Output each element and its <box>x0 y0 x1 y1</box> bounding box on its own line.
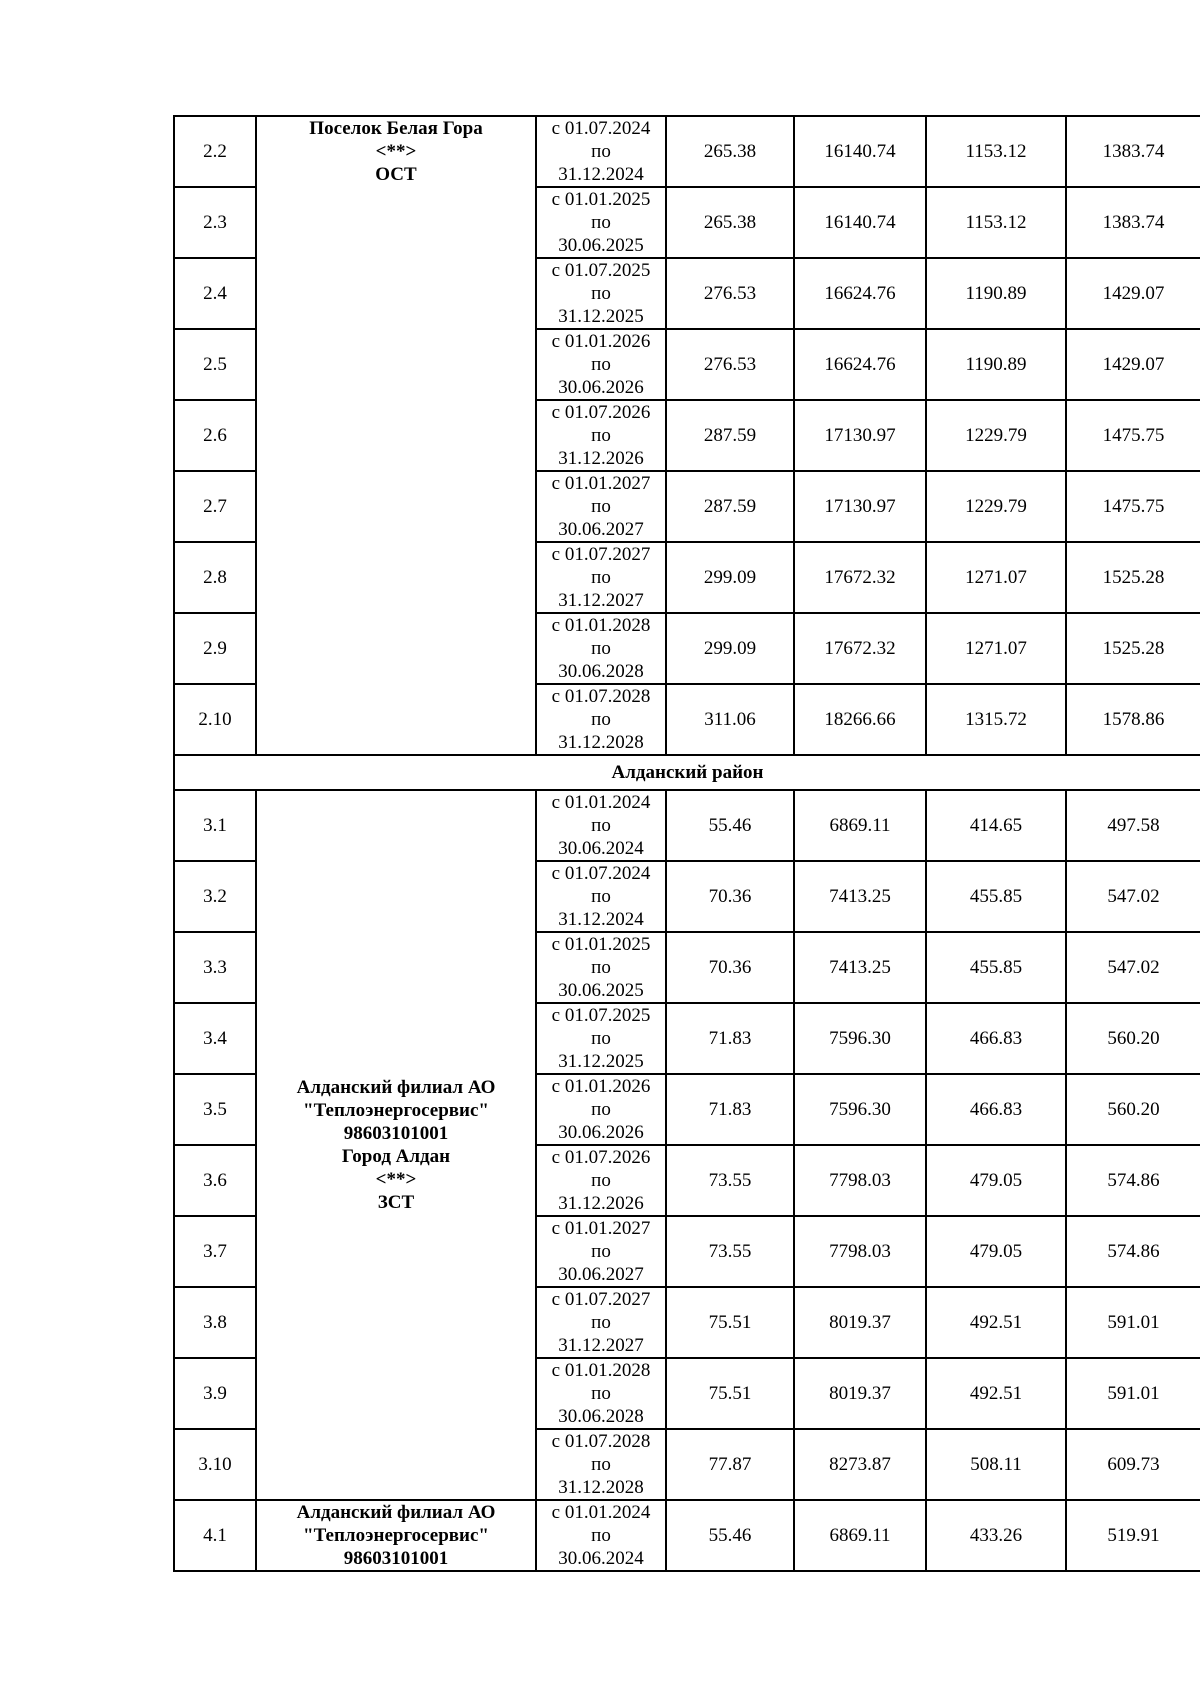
period-line: по <box>591 1099 611 1120</box>
period-line: 31.12.2028 <box>558 732 644 753</box>
period-line: с 01.01.2024 <box>551 792 651 813</box>
organization-line: ЗСТ <box>377 1192 415 1213</box>
value-cell-v3: 433.26 <box>926 1500 1066 1571</box>
period-line: 30.06.2024 <box>558 838 644 859</box>
organization-line: <**> <box>375 141 417 162</box>
row-number: 3.2 <box>174 861 256 932</box>
row-number: 2.8 <box>174 542 256 613</box>
period-line: по <box>591 638 611 659</box>
organization-line: Поселок Белая Гора <box>309 118 483 139</box>
period-line: по <box>591 1383 611 1404</box>
value-cell-v4: 574.86 <box>1066 1216 1200 1287</box>
period-line: по <box>591 567 611 588</box>
row-number: 4.1 <box>174 1500 256 1571</box>
period-line: с 01.01.2026 <box>551 1076 651 1097</box>
organization-line: <**> <box>375 1169 417 1190</box>
period-line: 31.12.2025 <box>558 306 644 327</box>
value-cell-v2: 7413.25 <box>794 932 926 1003</box>
tariff-table-body <box>174 116 1200 1571</box>
value-cell-v2: 6869.11 <box>794 790 926 861</box>
value-cell-v4: 1578.86 <box>1066 684 1200 755</box>
value-cell-v4: 1429.07 <box>1066 258 1200 329</box>
value-cell-v3: 508.11 <box>926 1429 1066 1500</box>
period-line: с 01.01.2028 <box>551 1360 651 1381</box>
value-cell-v2: 7596.30 <box>794 1003 926 1074</box>
period-line: 30.06.2027 <box>558 519 644 540</box>
period-line: по <box>591 1028 611 1049</box>
value-cell-v1: 287.59 <box>666 471 794 542</box>
period-cell <box>536 116 666 187</box>
period-line: 30.06.2027 <box>558 1264 644 1285</box>
value-cell-v1: 287.59 <box>666 400 794 471</box>
organization-line: ОСТ <box>375 164 417 185</box>
period-line: по <box>591 815 611 836</box>
value-cell-v3: 466.83 <box>926 1074 1066 1145</box>
period-line: с 01.07.2028 <box>551 686 651 707</box>
period-line: по <box>591 1454 611 1475</box>
organization-line: 98603101001 <box>343 1548 449 1569</box>
period-line: с 01.07.2024 <box>551 118 651 139</box>
period-line: 31.12.2024 <box>558 909 644 930</box>
value-cell-v2: 8273.87 <box>794 1429 926 1500</box>
value-cell-v2: 17672.32 <box>794 613 926 684</box>
period-line: по <box>591 425 611 446</box>
period-line: по <box>591 886 611 907</box>
period-line: с 01.07.2028 <box>551 1431 651 1452</box>
organization-cell <box>256 790 536 1500</box>
value-cell-v4: 609.73 <box>1066 1429 1200 1500</box>
row-number: 3.6 <box>174 1145 256 1216</box>
value-cell-v4: 519.91 <box>1066 1500 1200 1571</box>
section-title: Алданский район <box>174 755 1200 790</box>
period-cell <box>536 861 666 932</box>
period-line: 31.12.2026 <box>558 1193 644 1214</box>
row-number: 2.4 <box>174 258 256 329</box>
period-line: по <box>591 496 611 517</box>
period-line: с 01.07.2027 <box>551 544 651 565</box>
value-cell-v3: 1315.72 <box>926 684 1066 755</box>
value-cell-v1: 71.83 <box>666 1074 794 1145</box>
value-cell-v4: 574.86 <box>1066 1145 1200 1216</box>
row-number: 3.10 <box>174 1429 256 1500</box>
period-cell <box>536 613 666 684</box>
value-cell-v3: 1271.07 <box>926 613 1066 684</box>
period-cell <box>536 1429 666 1500</box>
period-cell <box>536 932 666 1003</box>
period-line: по <box>591 1241 611 1262</box>
value-cell-v2: 16140.74 <box>794 116 926 187</box>
value-cell-v2: 7413.25 <box>794 861 926 932</box>
period-cell <box>536 542 666 613</box>
value-cell-v3: 492.51 <box>926 1287 1066 1358</box>
period-line: с 01.01.2024 <box>551 1502 651 1523</box>
period-line: 30.06.2026 <box>558 377 644 398</box>
period-cell <box>536 329 666 400</box>
value-cell-v1: 75.51 <box>666 1358 794 1429</box>
period-cell <box>536 187 666 258</box>
period-line: 31.12.2024 <box>558 164 644 185</box>
organization-line: "Теплоэнергосервис" <box>303 1525 489 1546</box>
period-line: с 01.01.2027 <box>551 473 651 494</box>
value-cell-v4: 560.20 <box>1066 1003 1200 1074</box>
period-line: 30.06.2028 <box>558 1406 644 1427</box>
value-cell-v4: 1475.75 <box>1066 400 1200 471</box>
row-number: 2.2 <box>174 116 256 187</box>
value-cell-v2: 17130.97 <box>794 400 926 471</box>
table-row <box>174 116 1200 187</box>
value-cell-v1: 265.38 <box>666 187 794 258</box>
value-cell-v3: 1229.79 <box>926 400 1066 471</box>
value-cell-v2: 8019.37 <box>794 1358 926 1429</box>
value-cell-v2: 16624.76 <box>794 258 926 329</box>
period-line: с 01.01.2027 <box>551 1218 651 1239</box>
value-cell-v3: 1271.07 <box>926 542 1066 613</box>
period-cell <box>536 684 666 755</box>
value-cell-v1: 55.46 <box>666 790 794 861</box>
value-cell-v1: 299.09 <box>666 613 794 684</box>
value-cell-v1: 75.51 <box>666 1287 794 1358</box>
row-number: 3.9 <box>174 1358 256 1429</box>
value-cell-v2: 18266.66 <box>794 684 926 755</box>
value-cell-v3: 455.85 <box>926 861 1066 932</box>
value-cell-v1: 299.09 <box>666 542 794 613</box>
value-cell-v1: 73.55 <box>666 1145 794 1216</box>
row-number: 2.6 <box>174 400 256 471</box>
value-cell-v4: 497.58 <box>1066 790 1200 861</box>
value-cell-v2: 8019.37 <box>794 1287 926 1358</box>
value-cell-v4: 547.02 <box>1066 861 1200 932</box>
value-cell-v1: 276.53 <box>666 258 794 329</box>
period-cell <box>536 258 666 329</box>
period-cell <box>536 1216 666 1287</box>
period-line: с 01.01.2025 <box>551 189 651 210</box>
organization-line: 98603101001 <box>343 1123 449 1144</box>
value-cell-v2: 7596.30 <box>794 1074 926 1145</box>
value-cell-v2: 7798.03 <box>794 1216 926 1287</box>
value-cell-v3: 455.85 <box>926 932 1066 1003</box>
row-number: 2.3 <box>174 187 256 258</box>
period-line: с 01.07.2024 <box>551 863 651 884</box>
value-cell-v3: 479.05 <box>926 1145 1066 1216</box>
period-line: с 01.01.2026 <box>551 331 651 352</box>
value-cell-v1: 265.38 <box>666 116 794 187</box>
period-cell <box>536 790 666 861</box>
value-cell-v4: 1525.28 <box>1066 542 1200 613</box>
value-cell-v4: 547.02 <box>1066 932 1200 1003</box>
period-line: с 01.01.2025 <box>551 934 651 955</box>
row-number: 3.8 <box>174 1287 256 1358</box>
section-row <box>174 755 1200 790</box>
row-number: 3.7 <box>174 1216 256 1287</box>
value-cell-v2: 16624.76 <box>794 329 926 400</box>
value-cell-v3: 1153.12 <box>926 116 1066 187</box>
value-cell-v2: 7798.03 <box>794 1145 926 1216</box>
organization-line: "Теплоэнергосервис" <box>303 1100 489 1121</box>
value-cell-v4: 1525.28 <box>1066 613 1200 684</box>
period-line: по <box>591 1525 611 1546</box>
period-line: 31.12.2025 <box>558 1051 644 1072</box>
value-cell-v4: 591.01 <box>1066 1287 1200 1358</box>
period-cell <box>536 1287 666 1358</box>
row-number: 3.3 <box>174 932 256 1003</box>
value-cell-v1: 276.53 <box>666 329 794 400</box>
value-cell-v2: 6869.11 <box>794 1500 926 1571</box>
period-line: 30.06.2025 <box>558 235 644 256</box>
row-number: 2.5 <box>174 329 256 400</box>
value-cell-v2: 17672.32 <box>794 542 926 613</box>
period-line: по <box>591 141 611 162</box>
value-cell-v1: 77.87 <box>666 1429 794 1500</box>
value-cell-v1: 311.06 <box>666 684 794 755</box>
period-cell <box>536 400 666 471</box>
row-number: 2.7 <box>174 471 256 542</box>
value-cell-v3: 414.65 <box>926 790 1066 861</box>
value-cell-v4: 1475.75 <box>1066 471 1200 542</box>
period-cell <box>536 1074 666 1145</box>
period-cell <box>536 1500 666 1571</box>
organization-cell <box>256 116 536 755</box>
period-line: по <box>591 212 611 233</box>
period-line: 31.12.2026 <box>558 448 644 469</box>
period-line: с 01.07.2026 <box>551 402 651 423</box>
value-cell-v1: 73.55 <box>666 1216 794 1287</box>
period-line: с 01.07.2025 <box>551 260 651 281</box>
value-cell-v3: 466.83 <box>926 1003 1066 1074</box>
value-cell-v4: 591.01 <box>1066 1358 1200 1429</box>
value-cell-v2: 17130.97 <box>794 471 926 542</box>
organization-line: Алданский филиал АО <box>296 1502 496 1523</box>
value-cell-v3: 1229.79 <box>926 471 1066 542</box>
period-line: с 01.07.2025 <box>551 1005 651 1026</box>
value-cell-v4: 1383.74 <box>1066 187 1200 258</box>
period-line: с 01.01.2028 <box>551 615 651 636</box>
period-line: 31.12.2028 <box>558 1477 644 1498</box>
period-line: 31.12.2027 <box>558 1335 644 1356</box>
period-line: 31.12.2027 <box>558 590 644 611</box>
period-line: по <box>591 957 611 978</box>
period-line: 30.06.2025 <box>558 980 644 1001</box>
value-cell-v3: 1190.89 <box>926 329 1066 400</box>
row-number: 2.10 <box>174 684 256 755</box>
period-line: по <box>591 1170 611 1191</box>
value-cell-v2: 16140.74 <box>794 187 926 258</box>
organization-line: Алданский филиал АО <box>296 1077 496 1098</box>
period-cell <box>536 471 666 542</box>
value-cell-v3: 1153.12 <box>926 187 1066 258</box>
value-cell-v3: 479.05 <box>926 1216 1066 1287</box>
period-line: по <box>591 1312 611 1333</box>
table-row <box>174 790 1200 861</box>
period-cell <box>536 1358 666 1429</box>
tariff-table <box>173 115 1200 1572</box>
period-line: 30.06.2028 <box>558 661 644 682</box>
row-number: 3.4 <box>174 1003 256 1074</box>
value-cell-v1: 70.36 <box>666 932 794 1003</box>
value-cell-v4: 560.20 <box>1066 1074 1200 1145</box>
period-line: по <box>591 354 611 375</box>
period-line: по <box>591 283 611 304</box>
row-number: 3.1 <box>174 790 256 861</box>
table-row <box>174 1500 1200 1571</box>
organization-line: Город Алдан <box>341 1146 451 1167</box>
period-line: 30.06.2026 <box>558 1122 644 1143</box>
value-cell-v1: 70.36 <box>666 861 794 932</box>
period-line: с 01.07.2027 <box>551 1289 651 1310</box>
period-line: по <box>591 709 611 730</box>
value-cell-v3: 492.51 <box>926 1358 1066 1429</box>
period-line: с 01.07.2026 <box>551 1147 651 1168</box>
row-number: 3.5 <box>174 1074 256 1145</box>
value-cell-v4: 1429.07 <box>1066 329 1200 400</box>
value-cell-v3: 1190.89 <box>926 258 1066 329</box>
organization-cell <box>256 1500 536 1571</box>
period-cell <box>536 1003 666 1074</box>
period-line: 30.06.2024 <box>558 1548 644 1569</box>
period-cell <box>536 1145 666 1216</box>
value-cell-v1: 55.46 <box>666 1500 794 1571</box>
row-number: 2.9 <box>174 613 256 684</box>
value-cell-v4: 1383.74 <box>1066 116 1200 187</box>
value-cell-v1: 71.83 <box>666 1003 794 1074</box>
